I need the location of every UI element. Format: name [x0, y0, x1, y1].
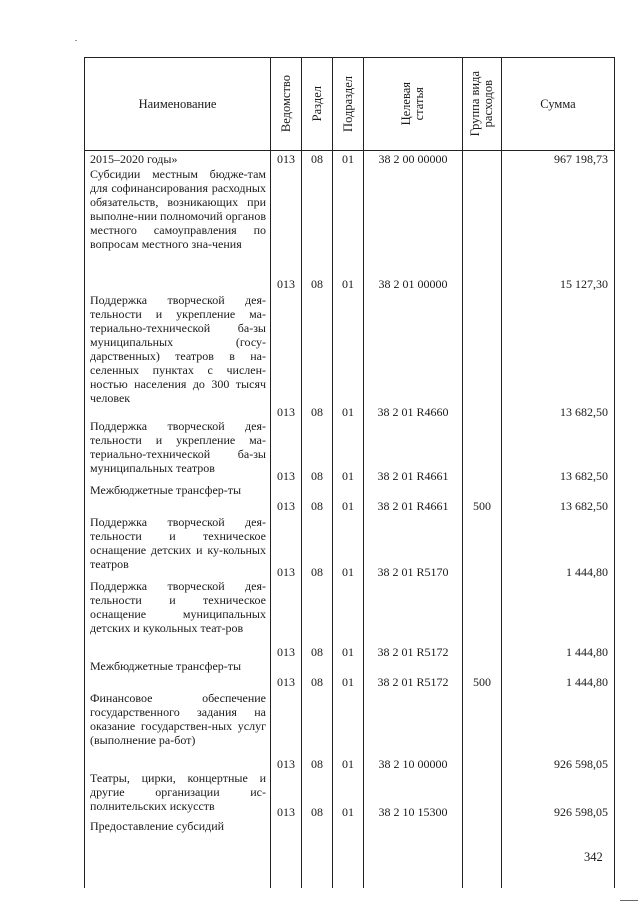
cell-celevaya-statya: 38 2 01 00000: [378, 277, 448, 291]
cell-razdel: 08: [311, 277, 323, 291]
header-celevaya-statya: Целевая статья: [364, 58, 463, 151]
cell-vedomstvo: 013: [277, 277, 295, 291]
cell-celevaya-statya: 38 2 01 R5170: [377, 565, 449, 579]
cell-summa: 926 598,05: [554, 757, 608, 771]
cell-celevaya-statya: 38 2 01 R5172: [377, 675, 449, 689]
row-name: Финансовое обеспечение государственного задания на оказание государствен-ных услуг (выполнение ра-бот): [90, 691, 266, 747]
cell-podrazdel: 01: [342, 645, 354, 659]
cell-celevaya-statya: 38 2 01 R4660: [377, 405, 449, 419]
podrazdel-column: [333, 151, 364, 889]
row-name: Межбюджетные трансфер-ты: [90, 659, 242, 673]
cell-razdel: 08: [311, 805, 323, 819]
cell-summa: 926 598,05: [554, 805, 608, 819]
cell-podrazdel: 01: [342, 277, 354, 291]
cell-podrazdel: 01: [342, 805, 354, 819]
cell-razdel: 08: [311, 675, 323, 689]
header-podrazdel: Подраздел: [333, 58, 364, 151]
header-razdel: Раздел: [302, 58, 333, 151]
cell-podrazdel: 01: [342, 499, 354, 513]
table-body: [85, 151, 615, 889]
cell-podrazdel: 01: [342, 405, 354, 419]
cell-summa: 1 444,80: [566, 565, 608, 579]
cell-summa: 13 682,50: [560, 499, 608, 513]
cell-summa: 13 682,50: [560, 405, 608, 419]
cell-razdel: 08: [311, 499, 323, 513]
cell-vedomstvo: 013: [277, 805, 295, 819]
cell-summa: 967 198,73: [554, 152, 608, 166]
cell-podrazdel: 01: [342, 565, 354, 579]
gruppa-vida-rashodov-column: [463, 151, 502, 889]
table-header: [85, 58, 615, 151]
cell-summa: 13 682,50: [560, 469, 608, 483]
cell-vedomstvo: 013: [277, 499, 295, 513]
header-name: Наименование: [85, 58, 271, 151]
cell-summa: 1 444,80: [566, 675, 608, 689]
cell-vedomstvo: 013: [277, 469, 295, 483]
celevaya-statya-column: [364, 151, 463, 889]
cell-celevaya-statya: 38 2 10 00000: [378, 757, 448, 771]
cell-celevaya-statya: 38 2 00 00000: [378, 152, 448, 166]
row-name: Субсидии местным бюдже-там для софинансирования расходных обязательств, возникающих при выполне-нии полномочий органов местного самоуправления по вопросам местного зна-чения: [90, 167, 266, 251]
row-name: Поддержка творческой дея-тельности и укрепление ма-териально-технической ба-зы муниципальных (госу-дарственных) театров в на-селенных пунктах с числен-ностью населения до 300 тысяч человек: [90, 293, 266, 405]
vedomstvo-column: [271, 151, 302, 889]
cell-gruppa-vida-rashodov: 500: [473, 499, 491, 513]
page-number: 342: [584, 850, 603, 864]
name-column: [85, 151, 271, 889]
header-summa: Сумма: [502, 58, 615, 151]
cell-razdel: 08: [311, 152, 323, 166]
cell-vedomstvo: 013: [277, 565, 295, 579]
cell-vedomstvo: 013: [277, 152, 295, 166]
cell-celevaya-statya: 38 2 01 R4661: [377, 499, 449, 513]
cell-razdel: 08: [311, 757, 323, 771]
cell-summa: 15 127,30: [560, 277, 608, 291]
row-name: Межбюджетные трансфер-ты: [90, 483, 242, 497]
row-name: Театры, цирки, концертные и другие организации ис-полнительских искусств: [90, 771, 266, 813]
row-name: Поддержка творческой дея-тельности и техническое оснащение муниципальных детских и кукольных теат-ров: [90, 579, 266, 635]
cell-razdel: 08: [311, 469, 323, 483]
row-name: Поддержка творческой дея-тельности и укрепление ма-териально-технической ба-зы муниципальных театров: [90, 419, 266, 475]
cell-razdel: 08: [311, 565, 323, 579]
cell-vedomstvo: 013: [277, 405, 295, 419]
cell-celevaya-statya: 38 2 01 R5172: [377, 645, 449, 659]
cell-vedomstvo: 013: [277, 645, 295, 659]
row-name: Поддержка творческой дея-тельности и техническое оснащение детских и ку-кольных театров: [90, 515, 266, 571]
scan-speck: [75, 40, 77, 41]
cell-celevaya-statya: 38 2 10 15300: [378, 805, 448, 819]
cell-vedomstvo: 013: [277, 675, 295, 689]
header-gruppa-vida-rashodov: Группа вида расходов: [463, 58, 502, 151]
row-name: 2015–2020 годы»: [90, 152, 178, 166]
cell-podrazdel: 01: [342, 757, 354, 771]
cell-razdel: 08: [311, 405, 323, 419]
cell-summa: 1 444,80: [566, 645, 608, 659]
scan-edge-mark: [620, 900, 638, 901]
cell-razdel: 08: [311, 645, 323, 659]
budget-table: [84, 57, 615, 888]
summa-column: [502, 151, 615, 889]
razdel-column: [302, 151, 333, 889]
cell-podrazdel: 01: [342, 469, 354, 483]
cell-celevaya-statya: 38 2 01 R4661: [377, 469, 449, 483]
cell-podrazdel: 01: [342, 675, 354, 689]
header-vedomstvo: Ведомство: [271, 58, 302, 151]
cell-gruppa-vida-rashodov: 500: [473, 675, 491, 689]
cell-vedomstvo: 013: [277, 757, 295, 771]
cell-podrazdel: 01: [342, 152, 354, 166]
row-name: Предоставление субсидий: [90, 819, 225, 833]
